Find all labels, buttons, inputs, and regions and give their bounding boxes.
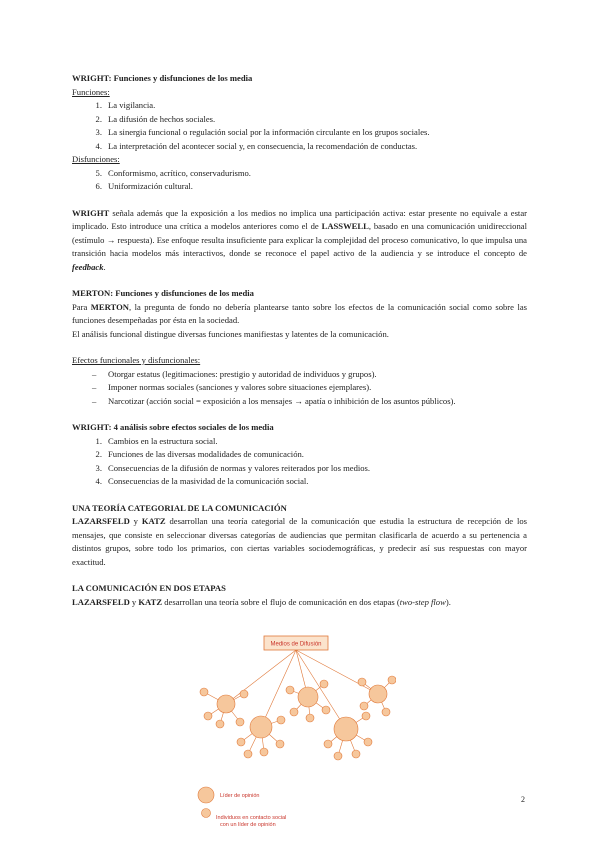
- individual-node: [334, 752, 342, 760]
- individual-node: [240, 690, 248, 698]
- individual-node: [306, 714, 314, 722]
- opinion-leader-node: [334, 717, 358, 741]
- individual-node: [286, 686, 294, 694]
- legend-individual-label-2: con un líder de opinión: [220, 822, 276, 828]
- disfunciones-label: Disfunciones:: [72, 154, 120, 164]
- page-number: 2: [521, 795, 525, 804]
- individual-node: [216, 720, 224, 728]
- legend-leader-marker: [198, 787, 214, 803]
- individual-node: [360, 702, 368, 710]
- individual-node: [364, 738, 372, 746]
- legend-individual-label: Individuos en contacto social: [216, 815, 287, 821]
- section-title-dos-etapas: LA COMUNICACIÓN EN DOS ETAPAS: [72, 583, 226, 593]
- list-item: – Otorgar estatus (legitimaciones: prestigio y autoridad de individuos y grupos).: [92, 368, 377, 379]
- dos-etapas-paragraph: LAZARSFELD y KATZ desarrollan una teoría sobre el flujo de comunicación en dos etapas (two-step flow).: [72, 596, 451, 607]
- efectos-label: Efectos funcionales y disfuncionales:: [72, 355, 201, 365]
- individual-node: [236, 718, 244, 726]
- list-item: 2. Funciones de las diversas modalidades de comunicación.: [95, 449, 304, 459]
- list-item: 3. La sinergia funcional o regulación social por la información circulante en los grupos sociales.: [95, 127, 430, 137]
- individual-node: [200, 688, 208, 696]
- section-title-teoria-categorial: UNA TEORÍA CATEGORIAL DE LA COMUNICACIÓN: [72, 502, 287, 513]
- individual-node: [352, 750, 360, 758]
- efectos-list: [72, 368, 527, 409]
- list-item: – Imponer normas sociales (sanciones y valores sobre situaciones ejemplares).: [92, 382, 372, 392]
- individual-node: [382, 708, 390, 716]
- section-title-wright-analisis: WRIGHT: 4 análisis sobre efectos sociales de los media: [72, 422, 274, 432]
- wright-paragraph: WRIGHT señala además que la exposición a los medios no implica una participación activa: estar presente no equivale a estar implicado. Esto introduce una crítica a modelos anteriores como el de LASSWELL, basado en una comunicación unidireccional (estímulo → respuesta). Ese enfoque resulta insuficiente para explicar la complejidad del proceso comunicativo, lo que impulsa una transición hacia modelos más interactivos, donde se reconoce el papel activo de la audiencia y se introduce el concepto de feedback.: [72, 207, 527, 272]
- list-item: 6. Uniformización cultural.: [95, 181, 193, 191]
- media-box-label: Medios de Difusión: [270, 641, 322, 648]
- individual-node: [260, 748, 268, 756]
- section-title-wright-funciones: WRIGHT: Funciones y disfunciones de los media: [72, 73, 253, 83]
- individual-node: [388, 676, 396, 684]
- funciones-label: Funciones:: [72, 86, 110, 97]
- individual-node: [237, 738, 245, 746]
- individual-node: [358, 678, 366, 686]
- merton-paragraph: Para MERTON, la pregunta de fondo no debería plantearse tanto sobre los efectos de la comunicación social como sobre las funciones desempeñadas por ésta en la sociedad.: [72, 301, 528, 325]
- list-item: 1. La vigilancia.: [95, 100, 156, 110]
- individual-node: [277, 716, 285, 724]
- list-item: 4. Consecuencias de la masividad de la comunicación social.: [95, 476, 309, 486]
- individual-node: [324, 740, 332, 748]
- opinion-leader-node: [298, 687, 318, 707]
- list-item: 4. La interpretación del acontecer social y, en consecuencia, la recomendación de conductas.: [95, 140, 418, 151]
- page-content: [72, 72, 527, 609]
- list-item: 1. Cambios en la estructura social.: [95, 435, 218, 446]
- teoria-paragraph: LAZARSFELD y KATZ desarrollan una teoría categorial de la comunicación que estudia la estructura de recepción de los mensajes, que consiste en seleccionar diversas categorías de audiencias que permitan clasificarla de acuerdo a su pertenencia a distintos grupos, sobre todo los primarios, con ciertas variables sociodemográficas, y predecir así sus respuestas con mayor exactitud.: [72, 516, 528, 567]
- individual-node: [322, 706, 330, 714]
- two-step-flow-diagram: [196, 632, 396, 837]
- individual-node: [276, 740, 284, 748]
- section-title-merton: MERTON: Funciones y disfunciones de los media: [72, 288, 254, 298]
- connector-line: [226, 650, 296, 704]
- opinion-leader-node: [250, 716, 272, 738]
- list-item: 2. La difusión de hechos sociales.: [95, 113, 216, 124]
- individual-node: [362, 712, 370, 720]
- individual-node: [244, 750, 252, 758]
- funciones-list: [72, 99, 527, 153]
- individual-node: [204, 712, 212, 720]
- individual-node: [320, 680, 328, 688]
- legend-leader-label: Líder de opinión: [220, 793, 260, 799]
- list-item: 3. Consecuencias de la difusión de normas y valores reiterados por los medios.: [95, 462, 371, 473]
- list-item: – Narcotizar (acción social = exposición a los mensajes → apatía o inhibición de los asuntos públicos).: [92, 395, 456, 406]
- legend-individual-marker: [202, 809, 211, 818]
- merton-paragraph-2: El análisis funcional distingue diversas funciones manifiestas y latentes de la comunicación.: [72, 328, 389, 339]
- diagram-nodes: [200, 676, 396, 760]
- list-item: 5. Conformismo, acrítico, conservadurismo.: [95, 167, 251, 178]
- disfunciones-list: [72, 167, 527, 194]
- analisis-list: [72, 435, 527, 489]
- opinion-leader-node: [369, 685, 387, 703]
- individual-node: [290, 708, 298, 716]
- opinion-leader-node: [217, 695, 235, 713]
